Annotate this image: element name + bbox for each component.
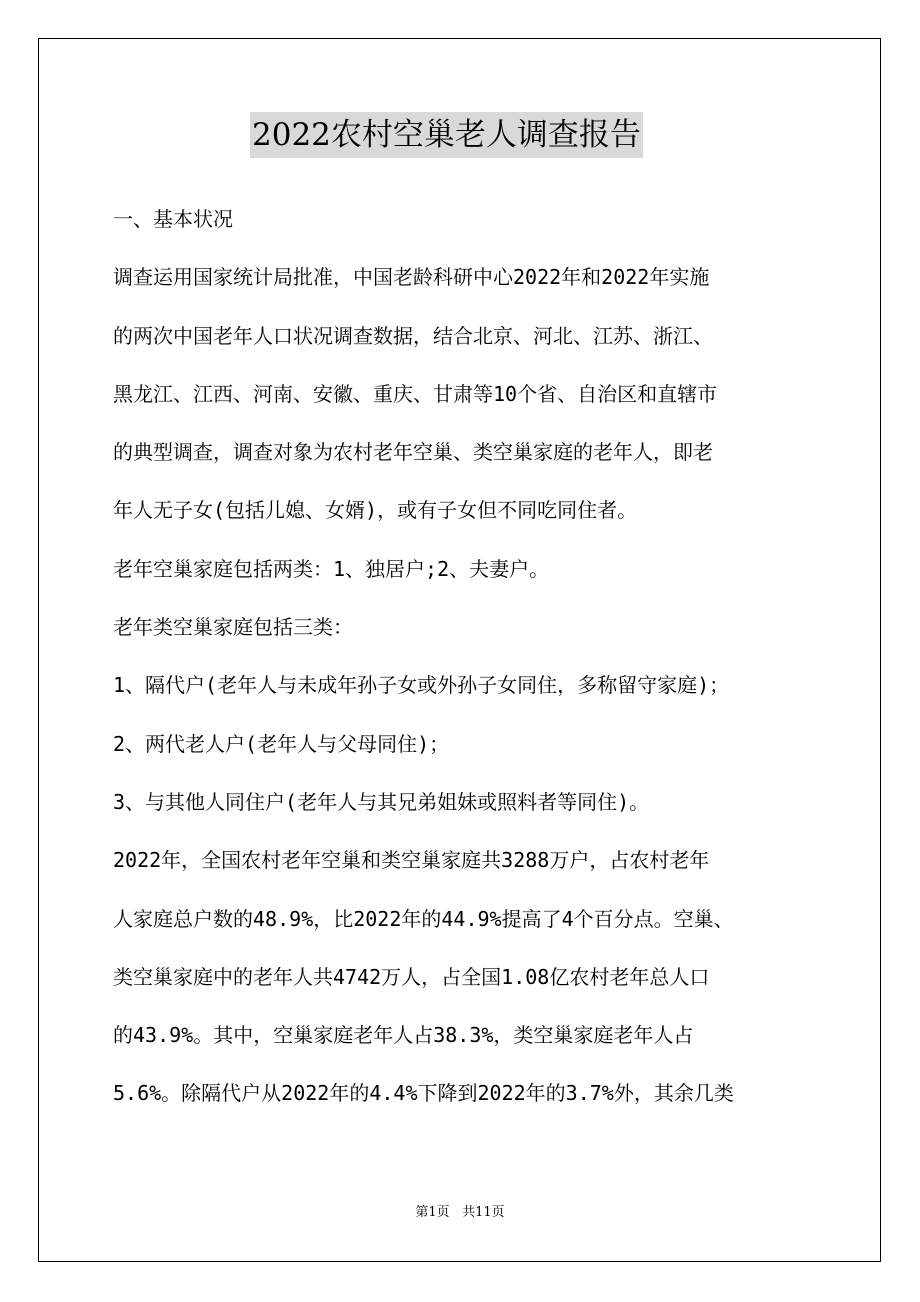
paragraph-line: 5.6%。除隔代户从2022年的4.4%下降到2022年的3.7%外，其余几类 [113,1081,734,1106]
paragraph-line: 2022年，全国农村老年空巢和类空巢家庭共3288万户，占农村老年 [113,848,710,873]
list-item: 2、两代老人户(老年人与父母同住)； [113,731,450,756]
list-item: 3、与其他人同住户(老年人与其兄弟姐妹或照料者等同住)。 [113,789,650,814]
page-total: 共11页 [462,1205,505,1220]
paragraph-line: 类空巢家庭中的老年人共4742万人，占全国1.08亿农村老年总人口 [113,964,710,989]
paragraph-line: 老年空巢家庭包括两类：1、独居户;2、夫妻户。 [113,556,550,581]
paragraph-line: 的典型调查，调查对象为农村老年空巢、类空巢家庭的老年人，即老 [113,440,713,465]
paragraph-line: 年人无子女(包括儿媳、女婿)，或有子女但不同吃同住者。 [113,498,638,523]
page-footer [0,1203,920,1223]
document-body [113,190,813,1123]
paragraph-line: 黑龙江、江西、河南、安徽、重庆、甘肃等10个省、自治区和直辖市 [113,381,718,406]
paragraph-line: 老年类空巢家庭包括三类： [113,615,353,640]
paragraph-line: 的两次中国老年人口状况调查数据，结合北京、河北、江苏、浙江、 [113,323,713,348]
paragraph-line: 人家庭总户数的48.9%，比2022年的44.9%提高了4个百分点。空巢、 [113,906,734,931]
document-title: 2022农村空巢老人调查报告 [250,112,643,158]
paragraph-line: 的43.9%。其中，空巢家庭老年人占38.3%，类空巢家庭老年人占 [113,1023,694,1048]
page-number: 第1页 [415,1205,450,1220]
paragraph-line: 调查运用国家统计局批准，中国老龄科研中心2022年和2022年实施 [113,265,710,290]
list-item: 1、隔代户(老年人与未成年孙子女或外孙子女同住，多称留守家庭)； [113,673,730,698]
section-heading: 一、基本状况 [113,207,233,231]
